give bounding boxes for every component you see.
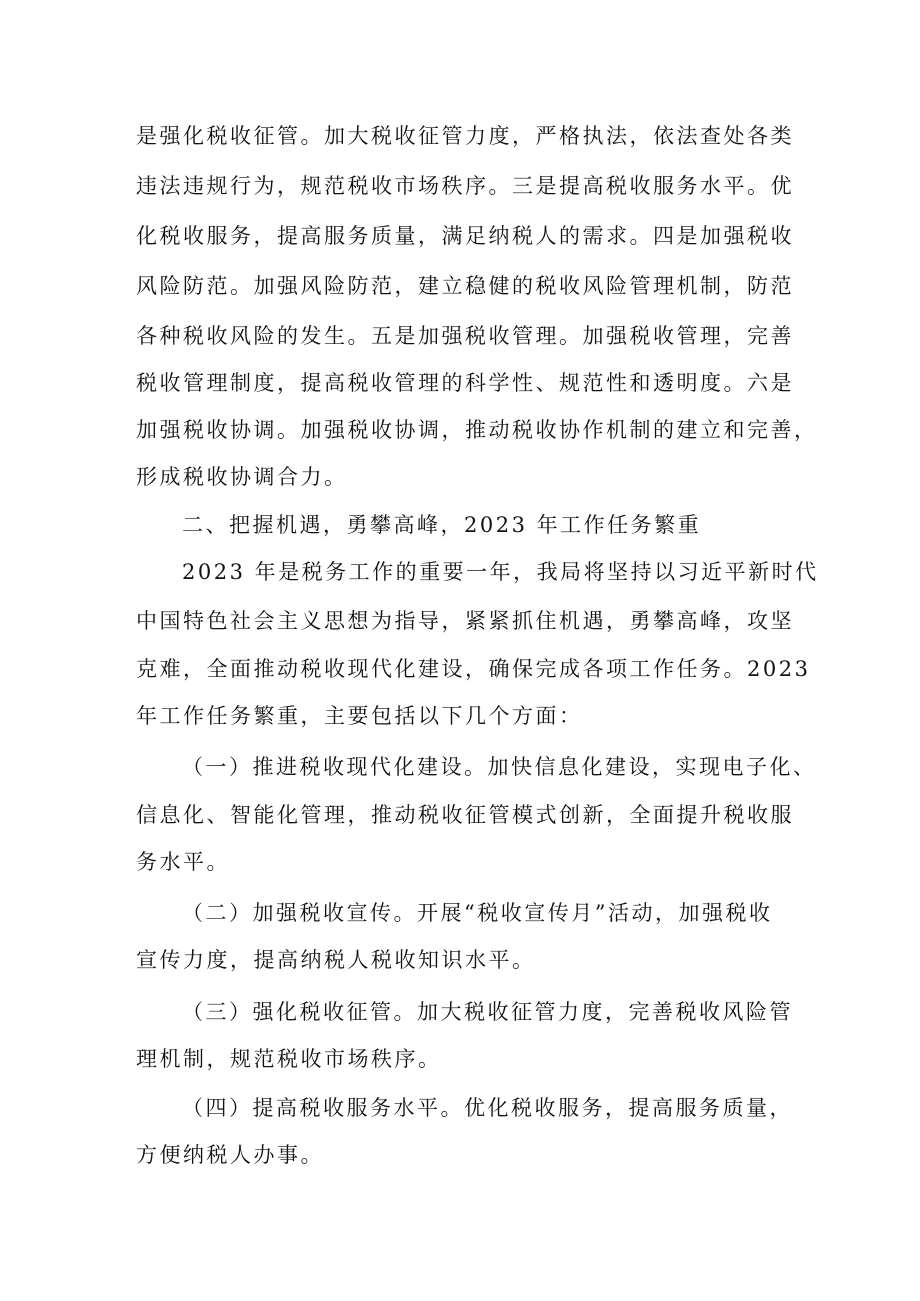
list-item-line: （三）强化税收征管。加大税收征管力度，完善税收风险管 xyxy=(182,1000,793,1024)
text-line: 中国特色社会主义思想为指导，紧紧抓住机遇，勇攀高峰，攻坚 xyxy=(136,609,794,633)
list-item-line: （一）推进税收现代化建设。加快信息化建设，实现电子化、 xyxy=(182,755,817,779)
list-item-line: 务水平。 xyxy=(136,850,230,874)
text-line: 克难，全面推动税收现代化建设，确保完成各项工作任务。2023 xyxy=(136,657,811,681)
text-line: 年工作任务繁重，主要包括以下几个方面： xyxy=(136,704,583,728)
text-line: 化税收服务，提高服务质量，满足纳税人的需求。四是加强税收 xyxy=(136,224,794,248)
text-line: 形成税收协调合力。 xyxy=(136,465,348,489)
list-item-line: （二）加强税收宣传。开展“税收宣传月”活动，加强税收 xyxy=(182,901,773,925)
list-item-line: 方便纳税人办事。 xyxy=(136,1143,324,1167)
list-item-line: 信息化、智能化管理，推动税收征管模式创新，全面提升税收服 xyxy=(136,803,794,827)
text-line: 是强化税收征管。加大税收征管力度，严格执法，依法查处各类 xyxy=(136,124,794,148)
list-item-line: 理机制，规范税收市场秩序。 xyxy=(136,1047,442,1071)
list-item-line: 宣传力度，提高纳税人税收知识水平。 xyxy=(136,948,536,972)
list-item-line: （四）提高税收服务水平。优化税收服务，提高服务质量， xyxy=(182,1096,793,1120)
text-line: 风险防范。加强风险防范，建立稳健的税收风险管理机制，防范 xyxy=(136,274,794,298)
text-line: 2023 年是税务工作的重要一年，我局将坚持以习近平新时代 xyxy=(182,560,819,584)
text-line: 税收管理制度，提高税收管理的科学性、规范性和透明度。六是 xyxy=(136,371,794,395)
text-line: 违法违规行为，规范税收市场秩序。三是提高税收服务水平。优 xyxy=(136,174,794,198)
text-line: 各种税收风险的发生。五是加强税收管理。加强税收管理，完善 xyxy=(136,324,794,348)
text-line: 加强税收协调。加强税收协调，推动税收协作机制的建立和完善， xyxy=(136,418,818,442)
section-heading: 二、把握机遇，勇攀高峰，2023 年工作任务繁重 xyxy=(182,513,702,537)
